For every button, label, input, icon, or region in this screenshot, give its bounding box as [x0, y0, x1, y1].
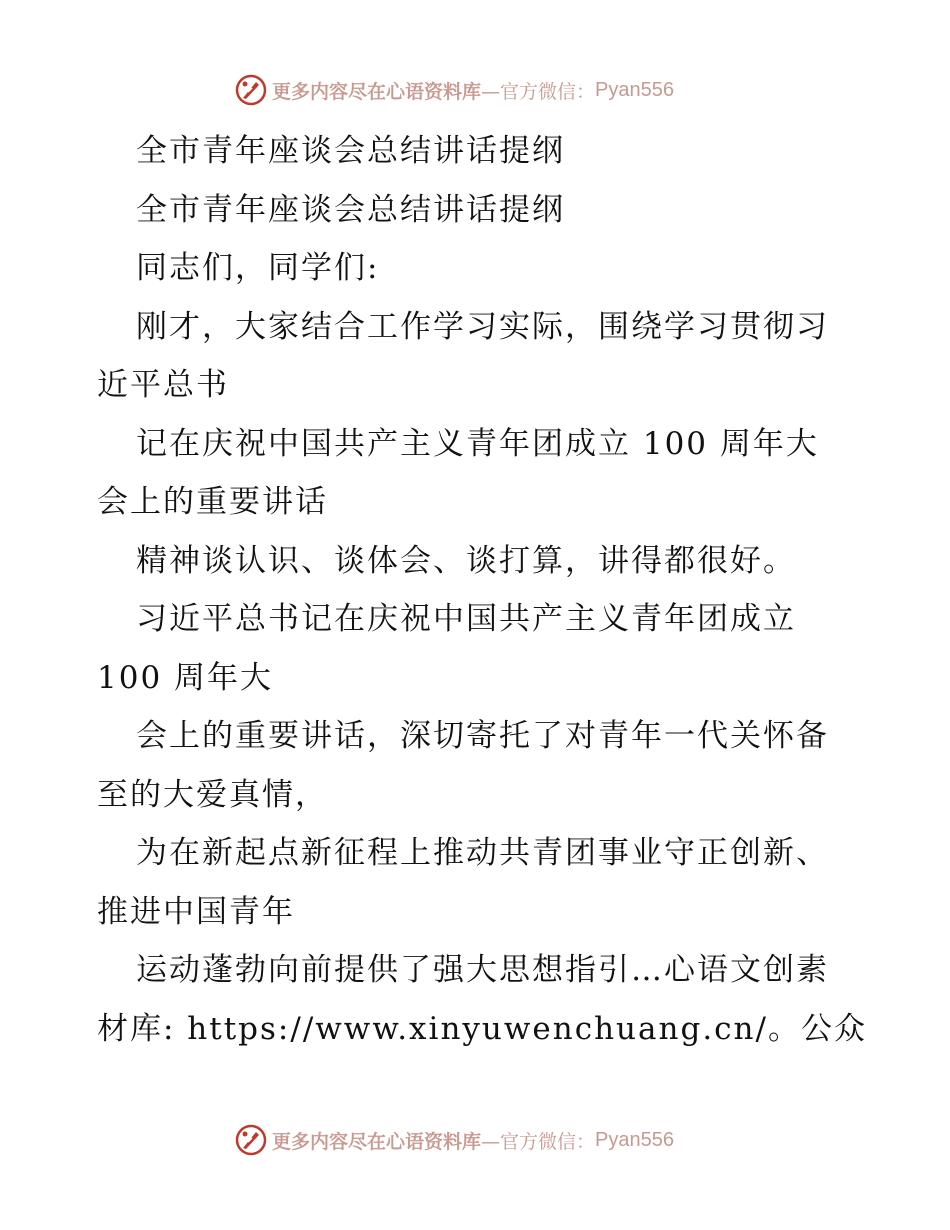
document-line: 精神谈认识、谈体会、谈打算，讲得都很好。 [136, 542, 796, 579]
document-line: 会上的重要讲话，深切寄托了对青年一代关怀备 [136, 718, 829, 754]
document-line: 全市青年座谈会总结讲话提纲 [136, 133, 565, 169]
document-line: 100 周年大 [97, 659, 274, 696]
watermark-wechat-id: Pyan556 [595, 1128, 674, 1151]
watermark-wechat-id: Pyan556 [595, 78, 674, 101]
document-line: 为在新起点新征程上推动共青团事业守正创新、 [136, 835, 829, 871]
watermark-brand-text: 更多内容尽在心语资料库 [272, 80, 482, 103]
quill-logo-icon [234, 73, 268, 107]
document-line: 至的大爱真情， [97, 776, 328, 813]
document-line: 全市青年座谈会总结讲话提纲 [136, 191, 565, 228]
document-line: 运动蓬勃向前提供了强大思想指引…心语文创素 [136, 952, 829, 988]
document-line: 同志们，同学们: [136, 250, 380, 286]
document-line: 记在庆祝中国共产主义青年团成立 100 周年大 [136, 425, 819, 462]
watermark-brand-text: 更多内容尽在心语资料库 [272, 1130, 482, 1153]
document-line: 推进中国青年 [97, 893, 295, 930]
quill-logo-icon [234, 1123, 268, 1157]
document-line: 刚才，大家结合工作学习实际，围绕学习贯彻习 [136, 308, 829, 345]
document-line: 近平总书 [97, 367, 229, 403]
watermark-official-text: —官方微信： [481, 1130, 596, 1153]
footer-watermark [234, 1122, 674, 1158]
document-body [97, 122, 867, 1058]
document-line: 材库: https://www.xinyuwenchuang.cn/。公众 [97, 1010, 867, 1047]
watermark-official-text: —官方微信： [481, 80, 596, 103]
header-watermark [234, 72, 674, 108]
document-line: 会上的重要讲话 [97, 484, 328, 520]
document-line: 习近平总书记在庆祝中国共产主义青年团成立 [136, 601, 796, 637]
